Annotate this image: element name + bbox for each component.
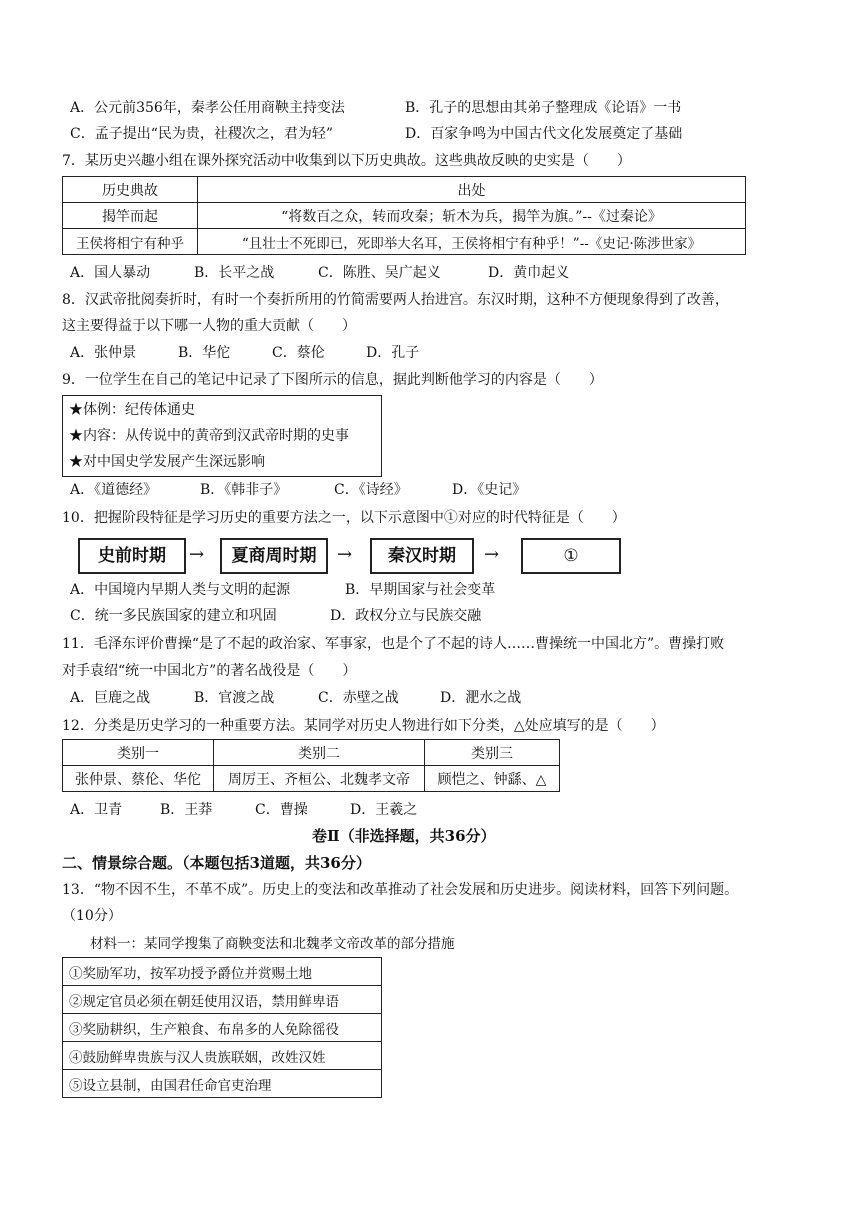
q9-note-box — [62, 395, 382, 477]
measure-item: ②规定官员必须在朝廷使用汉语，禁用鲜卑语 — [63, 986, 382, 1014]
q7-option-b[interactable]: B．长平之战 — [194, 265, 275, 281]
q9-note-line: ★对中国史学发展产生深远影响 — [69, 454, 265, 470]
measure-item: ④鼓励鲜卑贵族与汉人贵族联姻，改姓汉姓 — [63, 1042, 382, 1070]
q12-option-c[interactable]: C．曹操 — [255, 802, 308, 818]
q12-header-cat3: 类别三 — [425, 740, 560, 766]
q11-option-a[interactable]: A．巨鹿之战 — [70, 690, 151, 706]
q9-option-b[interactable]: B．《韩非子》 — [200, 482, 288, 498]
table-row — [63, 958, 382, 986]
q12-option-b[interactable]: B．王莽 — [160, 802, 213, 818]
q9-option-a[interactable]: A．《道德经》 — [70, 482, 158, 498]
q6-option-d[interactable]: D．百家争鸣为中国古代文化发展奠定了基础 — [405, 126, 683, 142]
q12-option-d[interactable]: D．王羲之 — [350, 802, 418, 818]
q7-cell-allusion: 揭竿而起 — [63, 203, 198, 229]
q11-option-d[interactable]: D．淝水之战 — [440, 690, 522, 706]
q7-header-allusion: 历史典故 — [63, 177, 198, 203]
q8-option-d[interactable]: D．孔子 — [366, 345, 420, 361]
measure-item: ③奖励耕织，生产粮食、布帛多的人免除徭役 — [63, 1014, 382, 1042]
q7-cell-allusion: 王侯将相宁有种乎 — [63, 229, 198, 255]
arrow-right-icon: → — [189, 544, 205, 565]
table-row — [63, 1070, 382, 1098]
q7-table — [62, 176, 746, 255]
q9-stem: 9．一位学生在自己的笔记中记录了下图所示的信息，据此判断他学习的内容是（ ） — [62, 372, 603, 388]
stage-box-xia-shang-zhou: 夏商周时期 — [220, 538, 328, 574]
q10-option-d[interactable]: D．政权分立与民族交融 — [330, 608, 482, 624]
q10-option-b[interactable]: B．早期国家与社会变革 — [345, 582, 496, 598]
q8-stem-line1: 8．汉武帝批阅奏折时，有时一个奏折所用的竹简需要两人抬进宫。东汉时期，这种不方便现象得到了改善， — [62, 292, 729, 308]
q8-option-c[interactable]: C．蔡伦 — [272, 345, 325, 361]
q6-option-c[interactable]: C．孟子提出“民为贵，社稷次之，君为轻” — [70, 126, 334, 142]
q7-option-a[interactable]: A．国人暴动 — [70, 265, 151, 281]
q11-stem-line2: 对手袁绍“统一中国北方”的著名战役是（ ） — [62, 663, 357, 679]
material-title: 材料一：某同学搜集了商鞅变法和北魏孝文帝改革的部分措施 — [90, 936, 455, 952]
part2-title: 卷Ⅱ（非选择题，共36分） — [312, 827, 496, 845]
stage-box-qin-han: 秦汉时期 — [370, 538, 474, 574]
q12-table — [62, 739, 560, 792]
q11-stem-line1: 11．毛泽东评价曹操“是了不起的政治家、军事家，也是个了不起的诗人……曹操统一中国北方”。曹操打败 — [62, 636, 725, 652]
q7-cell-source: “且壮士不死即已，死即举大名耳，王侯将相宁有种乎！”--《史记·陈涉世家》 — [198, 229, 746, 255]
q11-option-b[interactable]: B．官渡之战 — [194, 690, 275, 706]
q12-option-a[interactable]: A．卫青 — [70, 802, 123, 818]
q9-note-line: ★体例：纪传体通史 — [69, 402, 195, 418]
q13-stem-line2: （10分） — [62, 908, 122, 924]
table-row — [63, 766, 560, 792]
q7-header-source: 出处 — [198, 177, 746, 203]
table-row — [63, 203, 746, 229]
q12-cell-cat3: 顾恺之、钟繇、△ — [425, 766, 560, 792]
table-row — [63, 229, 746, 255]
q6-option-b[interactable]: B．孔子的思想由其弟子整理成《论语》一书 — [405, 100, 682, 116]
q12-header-cat1: 类别一 — [63, 740, 214, 766]
q9-option-d[interactable]: D．《史记》 — [452, 482, 527, 498]
measure-item: ①奖励军功，按军功授予爵位并赏赐土地 — [63, 958, 382, 986]
q12-header-cat2: 类别二 — [214, 740, 425, 766]
q11-option-c[interactable]: C．赤壁之战 — [318, 690, 399, 706]
stage-box-blank: ① — [521, 538, 621, 574]
table-row — [63, 1014, 382, 1042]
table-row — [63, 986, 382, 1014]
q10-option-a[interactable]: A．中国境内早期人类与文明的起源 — [70, 582, 291, 598]
arrow-right-icon: → — [337, 544, 353, 565]
q7-option-c[interactable]: C．陈胜、吴广起义 — [318, 265, 441, 281]
q8-option-b[interactable]: B．华佗 — [178, 345, 231, 361]
measures-table — [62, 957, 382, 1098]
q8-stem-line2: 这主要得益于以下哪一人物的重大贡献（ ） — [62, 318, 356, 334]
table-row — [63, 177, 746, 203]
q10-stem: 10．把握阶段特征是学习历史的重要方法之一，以下示意图中①对应的时代特征是（ ） — [62, 510, 626, 526]
section-heading: 二、情景综合题。（本题包括3道题，共36分） — [62, 854, 371, 872]
q7-option-d[interactable]: D．黄巾起义 — [488, 265, 570, 281]
measure-item: ⑤设立县制，由国君任命官吏治理 — [63, 1070, 382, 1098]
q9-note-line: ★内容：从传说中的黄帝到汉武帝时期的史事 — [69, 428, 349, 444]
q12-cell-cat1: 张仲景、蔡伦、华佗 — [63, 766, 214, 792]
q8-option-a[interactable]: A．张仲景 — [70, 345, 137, 361]
table-row — [63, 740, 560, 766]
arrow-right-icon: → — [484, 544, 500, 565]
table-row — [63, 1042, 382, 1070]
q9-option-c[interactable]: C．《诗经》 — [334, 482, 408, 498]
q10-option-c[interactable]: C．统一多民族国家的建立和巩固 — [70, 608, 277, 624]
q12-cell-cat2: 周厉王、齐桓公、北魏孝文帝 — [214, 766, 425, 792]
q13-stem-line1: 13．“物不因不生，不革不成”。历史上的变法和改革推动了社会发展和历史进步。阅读材料，回答下列问题。 — [62, 882, 739, 898]
q7-stem: 7．某历史兴趣小组在课外探究活动中收集到以下历史典故。这些典故反映的史实是（ ） — [62, 153, 631, 169]
q6-option-a[interactable]: A．公元前356年，秦孝公任用商鞅主持变法 — [70, 100, 345, 116]
stage-box-prehistoric: 史前时期 — [78, 538, 186, 574]
q12-stem: 12．分类是历史学习的一种重要方法。某同学对历史人物进行如下分类，△处应填写的是（ ） — [62, 718, 665, 734]
q7-cell-source: “将数百之众，转而攻秦；斩木为兵，揭竿为旗。”--《过秦论》 — [198, 203, 746, 229]
